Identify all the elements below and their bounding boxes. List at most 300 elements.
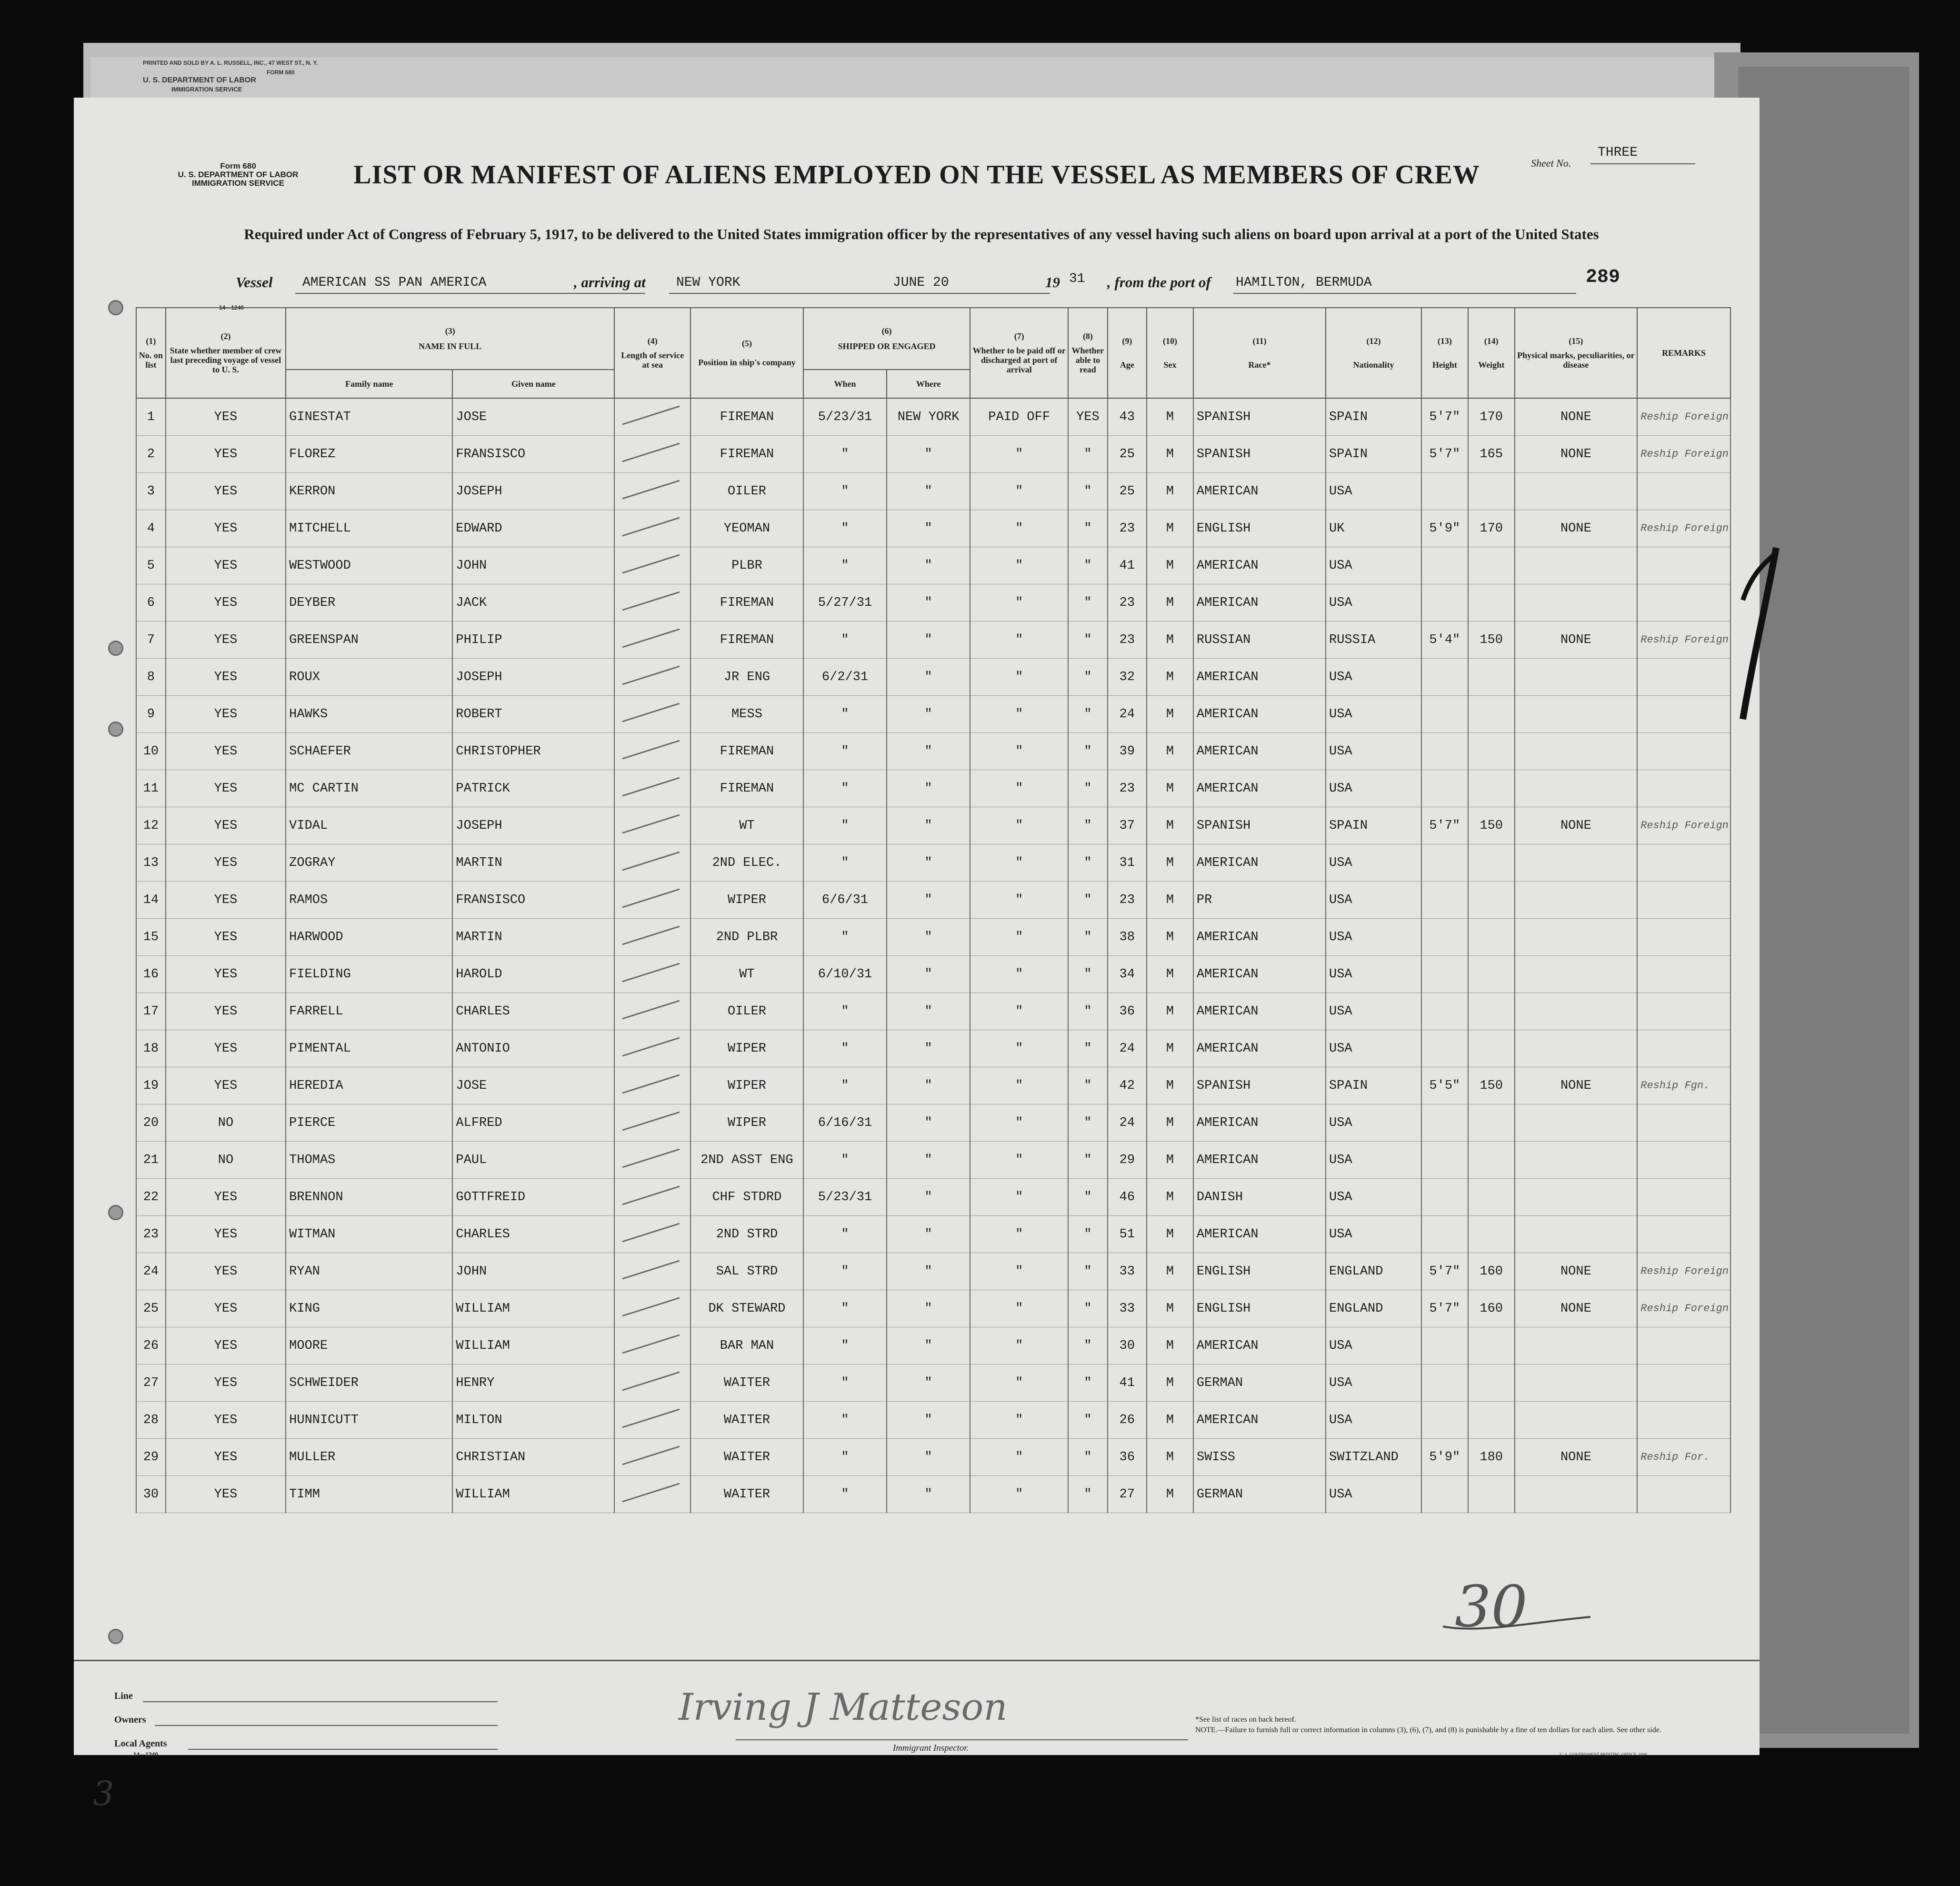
cell-pos: WIPER: [690, 882, 803, 919]
cell-weight: 160: [1468, 1253, 1515, 1290]
cell-race: RUSSIAN: [1193, 622, 1326, 659]
cell-pos: WT: [690, 807, 803, 844]
cell-no: 12: [136, 807, 166, 844]
cell-service: [614, 510, 690, 547]
cell-race: SWISS: [1193, 1439, 1326, 1476]
cell-family: HAWKS: [286, 696, 452, 733]
cell-age: 24: [1108, 1030, 1147, 1067]
cell-when: ": [803, 622, 887, 659]
cell-age: 36: [1108, 993, 1147, 1030]
form-service: IMMIGRATION SERVICE: [192, 179, 284, 188]
cell-service: [614, 1142, 690, 1179]
form-number: Form 680: [220, 161, 256, 171]
cell-service: [614, 1327, 690, 1364]
col-header-given-name: Given name: [452, 370, 614, 398]
cell-service: [614, 436, 690, 473]
cell-where: ": [887, 882, 970, 919]
cell-pos: WAITER: [690, 1402, 803, 1439]
cell-where: ": [887, 1253, 970, 1290]
cell-pos: WIPER: [690, 1104, 803, 1142]
sheet-number-value: THREE: [1598, 145, 1638, 160]
vessel-label: Vessel: [236, 274, 273, 291]
cell-note: Reship Foreign: [1637, 510, 1730, 547]
cell-no: 27: [136, 1364, 166, 1402]
cell-prev: YES: [166, 547, 286, 584]
cell-nat: USA: [1326, 547, 1421, 584]
cell-height: 5'7": [1421, 1253, 1468, 1290]
cell-pos: 2ND ASST ENG: [690, 1142, 803, 1179]
cell-height: 5'7": [1421, 398, 1468, 436]
cell-weight: [1468, 956, 1515, 993]
cell-nat: SPAIN: [1326, 398, 1421, 436]
cell-height: [1421, 659, 1468, 696]
cell-no: 22: [136, 1179, 166, 1216]
cell-pos: WIPER: [690, 1067, 803, 1104]
table-row: [136, 696, 1730, 733]
cell-age: 27: [1108, 1476, 1147, 1513]
cell-weight: 160: [1468, 1290, 1515, 1327]
binder-hole: [108, 300, 123, 315]
cell-paid: ": [970, 696, 1068, 733]
cell-height: [1421, 696, 1468, 733]
cell-nat: USA: [1326, 770, 1421, 807]
cell-marks: [1515, 882, 1638, 919]
cell-family: SCHWEIDER: [286, 1364, 452, 1402]
cell-where: ": [887, 733, 970, 770]
cell-marks: NONE: [1515, 436, 1638, 473]
cell-race: GERMAN: [1193, 1476, 1326, 1513]
cell-marks: [1515, 696, 1638, 733]
cell-when: ": [803, 733, 887, 770]
cell-prev: YES: [166, 1476, 286, 1513]
cell-prev: YES: [166, 584, 286, 622]
cell-where: ": [887, 473, 970, 510]
corner-mark: 3: [93, 1774, 114, 1813]
cell-note: Reship Foreign: [1637, 1253, 1730, 1290]
cell-note: Reship Foreign: [1637, 398, 1730, 436]
cell-height: [1421, 1476, 1468, 1513]
cell-height: 5'7": [1421, 807, 1468, 844]
table-row: [136, 1030, 1730, 1067]
table-row: [136, 1067, 1730, 1104]
cell-given: PAUL: [452, 1142, 614, 1179]
cell-service: [614, 1402, 690, 1439]
cell-race: AMERICAN: [1193, 659, 1326, 696]
cell-weight: [1468, 844, 1515, 882]
cell-family: MOORE: [286, 1327, 452, 1364]
cell-age: 31: [1108, 844, 1147, 882]
cell-age: 24: [1108, 696, 1147, 733]
year-suffix: 31: [1069, 271, 1085, 286]
cell-where: ": [887, 844, 970, 882]
col-header-name: (3) NAME IN FULL: [286, 308, 614, 370]
cell-race: SPANISH: [1193, 1067, 1326, 1104]
cell-note: [1637, 1327, 1730, 1364]
cell-marks: NONE: [1515, 510, 1638, 547]
cell-sex: M: [1147, 1439, 1193, 1476]
cell-no: 20: [136, 1104, 166, 1142]
cell-when: ": [803, 919, 887, 956]
cell-age: 33: [1108, 1290, 1147, 1327]
cell-weight: 170: [1468, 510, 1515, 547]
cell-where: ": [887, 659, 970, 696]
cell-when: ": [803, 473, 887, 510]
cell-family: DEYBER: [286, 584, 452, 622]
cell-given: ALFRED: [452, 1104, 614, 1142]
cell-when: ": [803, 1439, 887, 1476]
cell-service: [614, 1476, 690, 1513]
cell-paid: ": [970, 1476, 1068, 1513]
cell-sex: M: [1147, 1476, 1193, 1513]
cell-service: [614, 547, 690, 584]
cell-read: ": [1068, 770, 1107, 807]
table-row: [136, 547, 1730, 584]
cell-paid: ": [970, 807, 1068, 844]
cell-age: 26: [1108, 1402, 1147, 1439]
cell-prev: YES: [166, 807, 286, 844]
cell-marks: [1515, 584, 1638, 622]
cell-pos: OILER: [690, 473, 803, 510]
cell-family: HARWOOD: [286, 919, 452, 956]
cell-given: JOSEPH: [452, 807, 614, 844]
cell-given: ROBERT: [452, 696, 614, 733]
cell-given: WILLIAM: [452, 1290, 614, 1327]
cell-weight: 150: [1468, 622, 1515, 659]
cell-where: ": [887, 1142, 970, 1179]
cell-sex: M: [1147, 473, 1193, 510]
cell-read: ": [1068, 584, 1107, 622]
table-row: [136, 622, 1730, 659]
cell-family: MULLER: [286, 1439, 452, 1476]
cell-where: ": [887, 770, 970, 807]
cell-race: AMERICAN: [1193, 1030, 1326, 1067]
cell-when: ": [803, 510, 887, 547]
cell-family: RAMOS: [286, 882, 452, 919]
cell-sex: M: [1147, 510, 1193, 547]
cell-family: WITMAN: [286, 1216, 452, 1253]
cell-prev: YES: [166, 919, 286, 956]
cell-service: [614, 1364, 690, 1402]
cell-race: AMERICAN: [1193, 696, 1326, 733]
cell-race: AMERICAN: [1193, 1327, 1326, 1364]
cell-pos: PLBR: [690, 547, 803, 584]
cell-given: CHARLES: [452, 1216, 614, 1253]
cell-prev: YES: [166, 1030, 286, 1067]
cell-weight: [1468, 659, 1515, 696]
cell-pos: WAITER: [690, 1364, 803, 1402]
cell-family: FARRELL: [286, 993, 452, 1030]
cell-prev: YES: [166, 1364, 286, 1402]
cell-height: [1421, 1402, 1468, 1439]
col-header-shipped: (6) SHIPPED OR ENGAGED: [803, 308, 970, 370]
cell-sex: M: [1147, 1402, 1193, 1439]
cell-family: BRENNON: [286, 1179, 452, 1216]
cell-marks: [1515, 1402, 1638, 1439]
cell-marks: NONE: [1515, 1067, 1638, 1104]
cell-no: 16: [136, 956, 166, 993]
cell-read: ": [1068, 919, 1107, 956]
cell-no: 7: [136, 622, 166, 659]
table-row: [136, 956, 1730, 993]
cell-prev: YES: [166, 1216, 286, 1253]
inspector-label: Immigrant Inspector.: [893, 1743, 969, 1753]
cell-sex: M: [1147, 1290, 1193, 1327]
cell-no: 21: [136, 1142, 166, 1179]
cell-paid: ": [970, 993, 1068, 1030]
cell-sex: M: [1147, 919, 1193, 956]
cell-nat: USA: [1326, 1402, 1421, 1439]
cell-weight: [1468, 1030, 1515, 1067]
total-count: 30: [1455, 1574, 1528, 1640]
cell-service: [614, 844, 690, 882]
cell-service: [614, 993, 690, 1030]
cell-service: [614, 807, 690, 844]
cell-age: 41: [1108, 547, 1147, 584]
cell-weight: [1468, 770, 1515, 807]
line-label: Line: [114, 1691, 133, 1701]
cell-given: GOTTFREID: [452, 1179, 614, 1216]
cell-read: ": [1068, 807, 1107, 844]
cell-where: ": [887, 1364, 970, 1402]
cell-when: ": [803, 1476, 887, 1513]
cell-read: ": [1068, 956, 1107, 993]
table-row: [136, 436, 1730, 473]
cell-given: CHRISTIAN: [452, 1439, 614, 1476]
cell-no: 11: [136, 770, 166, 807]
cell-age: 42: [1108, 1067, 1147, 1104]
cell-nat: USA: [1326, 1179, 1421, 1216]
cell-read: ": [1068, 1216, 1107, 1253]
cell-prev: YES: [166, 882, 286, 919]
cell-paid: ": [970, 547, 1068, 584]
cell-note: [1637, 1476, 1730, 1513]
vessel-name: AMERICAN SS PAN AMERICA: [302, 275, 487, 290]
table-row: [136, 398, 1730, 436]
cell-service: [614, 1030, 690, 1067]
back-service: IMMIGRATION SERVICE: [171, 86, 242, 93]
agents-form-code: 14—1240: [133, 1751, 159, 1758]
cell-pos: 2ND STRD: [690, 1216, 803, 1253]
cell-height: [1421, 1179, 1468, 1216]
cell-read: ": [1068, 733, 1107, 770]
cell-where: ": [887, 956, 970, 993]
cell-note: [1637, 1402, 1730, 1439]
cell-height: 5'7": [1421, 436, 1468, 473]
table-row: [136, 1104, 1730, 1142]
cell-service: [614, 919, 690, 956]
cell-weight: [1468, 1104, 1515, 1142]
cell-height: [1421, 547, 1468, 584]
cell-paid: ": [970, 1179, 1068, 1216]
cell-race: DANISH: [1193, 1179, 1326, 1216]
cell-sex: M: [1147, 696, 1193, 733]
cell-height: [1421, 1030, 1468, 1067]
crew-manifest-table: [136, 307, 1731, 1513]
cell-age: 24: [1108, 1104, 1147, 1142]
cell-marks: [1515, 1104, 1638, 1142]
table-row: [136, 1476, 1730, 1513]
cell-sex: M: [1147, 1142, 1193, 1179]
cell-marks: [1515, 1327, 1638, 1364]
cell-family: ZOGRAY: [286, 844, 452, 882]
cell-read: ": [1068, 659, 1107, 696]
cell-paid: ": [970, 659, 1068, 696]
cell-read: ": [1068, 1476, 1107, 1513]
cell-given: JACK: [452, 584, 614, 622]
cell-family: FLOREZ: [286, 436, 452, 473]
cell-given: FRANSISCO: [452, 436, 614, 473]
cell-no: 17: [136, 993, 166, 1030]
cell-note: Reship Foreign: [1637, 1290, 1730, 1327]
cell-note: [1637, 1364, 1730, 1402]
cell-weight: [1468, 1216, 1515, 1253]
cell-family: HUNNICUTT: [286, 1402, 452, 1439]
cell-marks: NONE: [1515, 1439, 1638, 1476]
cell-where: ": [887, 1476, 970, 1513]
table-row: [136, 919, 1730, 956]
cell-no: 19: [136, 1067, 166, 1104]
cell-read: ": [1068, 622, 1107, 659]
cell-when: 6/16/31: [803, 1104, 887, 1142]
cell-note: Reship Foreign: [1637, 436, 1730, 473]
cell-sex: M: [1147, 1253, 1193, 1290]
cell-marks: [1515, 1030, 1638, 1067]
cell-height: [1421, 1216, 1468, 1253]
cell-read: ": [1068, 1290, 1107, 1327]
cell-sex: M: [1147, 436, 1193, 473]
cell-pos: WAITER: [690, 1476, 803, 1513]
cell-race: GERMAN: [1193, 1364, 1326, 1402]
cell-prev: YES: [166, 993, 286, 1030]
cell-service: [614, 1253, 690, 1290]
cell-when: ": [803, 1402, 887, 1439]
cell-note: [1637, 770, 1730, 807]
cell-race: AMERICAN: [1193, 547, 1326, 584]
cell-pos: BAR MAN: [690, 1327, 803, 1364]
cell-paid: ": [970, 844, 1068, 882]
cell-race: AMERICAN: [1193, 733, 1326, 770]
page-subtitle: Required under Act of Congress of February 5, 1917, to be delivered to the United States immigration officer by the representatives of any vessel having such aliens on board upon arrival at a port of the United States: [244, 226, 1599, 242]
cell-given: EDWARD: [452, 510, 614, 547]
cell-marks: [1515, 659, 1638, 696]
cell-pos: FIREMAN: [690, 398, 803, 436]
cell-given: MARTIN: [452, 919, 614, 956]
cell-pos: WIPER: [690, 1030, 803, 1067]
cell-where: ": [887, 919, 970, 956]
cell-read: ": [1068, 1142, 1107, 1179]
cell-note: [1637, 1179, 1730, 1216]
cell-sex: M: [1147, 1030, 1193, 1067]
cell-read: ": [1068, 696, 1107, 733]
cell-pos: OILER: [690, 993, 803, 1030]
cell-read: ": [1068, 1327, 1107, 1364]
cell-where: ": [887, 584, 970, 622]
cell-height: [1421, 882, 1468, 919]
cell-note: [1637, 1216, 1730, 1253]
cell-height: 5'9": [1421, 1439, 1468, 1476]
cell-read: ": [1068, 436, 1107, 473]
col-header-marks: (15) Physical marks, peculiarities, or disease: [1515, 308, 1638, 398]
cell-weight: 150: [1468, 1067, 1515, 1104]
cell-where: ": [887, 1030, 970, 1067]
cell-when: 5/23/31: [803, 398, 887, 436]
cell-height: [1421, 733, 1468, 770]
cell-height: [1421, 1327, 1468, 1364]
cell-pos: WAITER: [690, 1439, 803, 1476]
local-agents-label: Local Agents: [114, 1738, 167, 1749]
cell-age: 34: [1108, 956, 1147, 993]
cell-weight: [1468, 1402, 1515, 1439]
cell-service: [614, 696, 690, 733]
cell-race: AMERICAN: [1193, 584, 1326, 622]
cell-when: ": [803, 993, 887, 1030]
cell-family: PIERCE: [286, 1104, 452, 1142]
cell-paid: ": [970, 1030, 1068, 1067]
fine-note: NOTE.—Failure to furnish full or correct information in columns (3), (6), (7), and (8) is punishable by a fine of ten dollars for each alien. See other side.: [1195, 1726, 1661, 1734]
cell-read: ": [1068, 1179, 1107, 1216]
table-row: [136, 1179, 1730, 1216]
cell-nat: USA: [1326, 1476, 1421, 1513]
binder-hole: [108, 641, 123, 656]
cell-age: 41: [1108, 1364, 1147, 1402]
cell-where: NEW YORK: [887, 398, 970, 436]
col-header-paid-off: (7) Whether to be paid off or discharged at port of arrival: [970, 308, 1068, 398]
cell-paid: PAID OFF: [970, 398, 1068, 436]
cell-note: Reship Fgn.: [1637, 1067, 1730, 1104]
cell-paid: ": [970, 882, 1068, 919]
cell-age: 51: [1108, 1216, 1147, 1253]
cell-nat: USA: [1326, 473, 1421, 510]
col-header-read: (8) Whether able to read: [1068, 308, 1107, 398]
cell-no: 14: [136, 882, 166, 919]
cell-note: [1637, 1104, 1730, 1142]
cell-marks: NONE: [1515, 807, 1638, 844]
table-row: [136, 1142, 1730, 1179]
back-dept: U. S. DEPARTMENT OF LABOR: [143, 76, 256, 84]
cell-sex: M: [1147, 547, 1193, 584]
cell-prev: YES: [166, 473, 286, 510]
cell-note: [1637, 584, 1730, 622]
cell-given: CHARLES: [452, 993, 614, 1030]
cell-paid: ": [970, 956, 1068, 993]
cell-when: ": [803, 547, 887, 584]
cell-age: 25: [1108, 473, 1147, 510]
back-form: FORM 680: [267, 69, 295, 76]
table-row: [136, 473, 1730, 510]
cell-prev: YES: [166, 1327, 286, 1364]
cell-race: SPANISH: [1193, 807, 1326, 844]
cell-prev: YES: [166, 398, 286, 436]
col-header-height: (13) Height: [1421, 308, 1468, 398]
cell-no: 8: [136, 659, 166, 696]
cell-service: [614, 1439, 690, 1476]
cell-family: WESTWOOD: [286, 547, 452, 584]
cell-no: 24: [136, 1253, 166, 1290]
cell-pos: FIREMAN: [690, 733, 803, 770]
cell-no: 25: [136, 1290, 166, 1327]
cell-given: JOSEPH: [452, 473, 614, 510]
cell-given: FRANSISCO: [452, 882, 614, 919]
cell-service: [614, 733, 690, 770]
cell-nat: USA: [1326, 1327, 1421, 1364]
cell-pos: JR ENG: [690, 659, 803, 696]
cell-read: ": [1068, 844, 1107, 882]
cell-nat: USA: [1326, 733, 1421, 770]
cell-nat: USA: [1326, 659, 1421, 696]
cell-paid: ": [970, 770, 1068, 807]
cell-where: ": [887, 1067, 970, 1104]
cell-weight: [1468, 919, 1515, 956]
